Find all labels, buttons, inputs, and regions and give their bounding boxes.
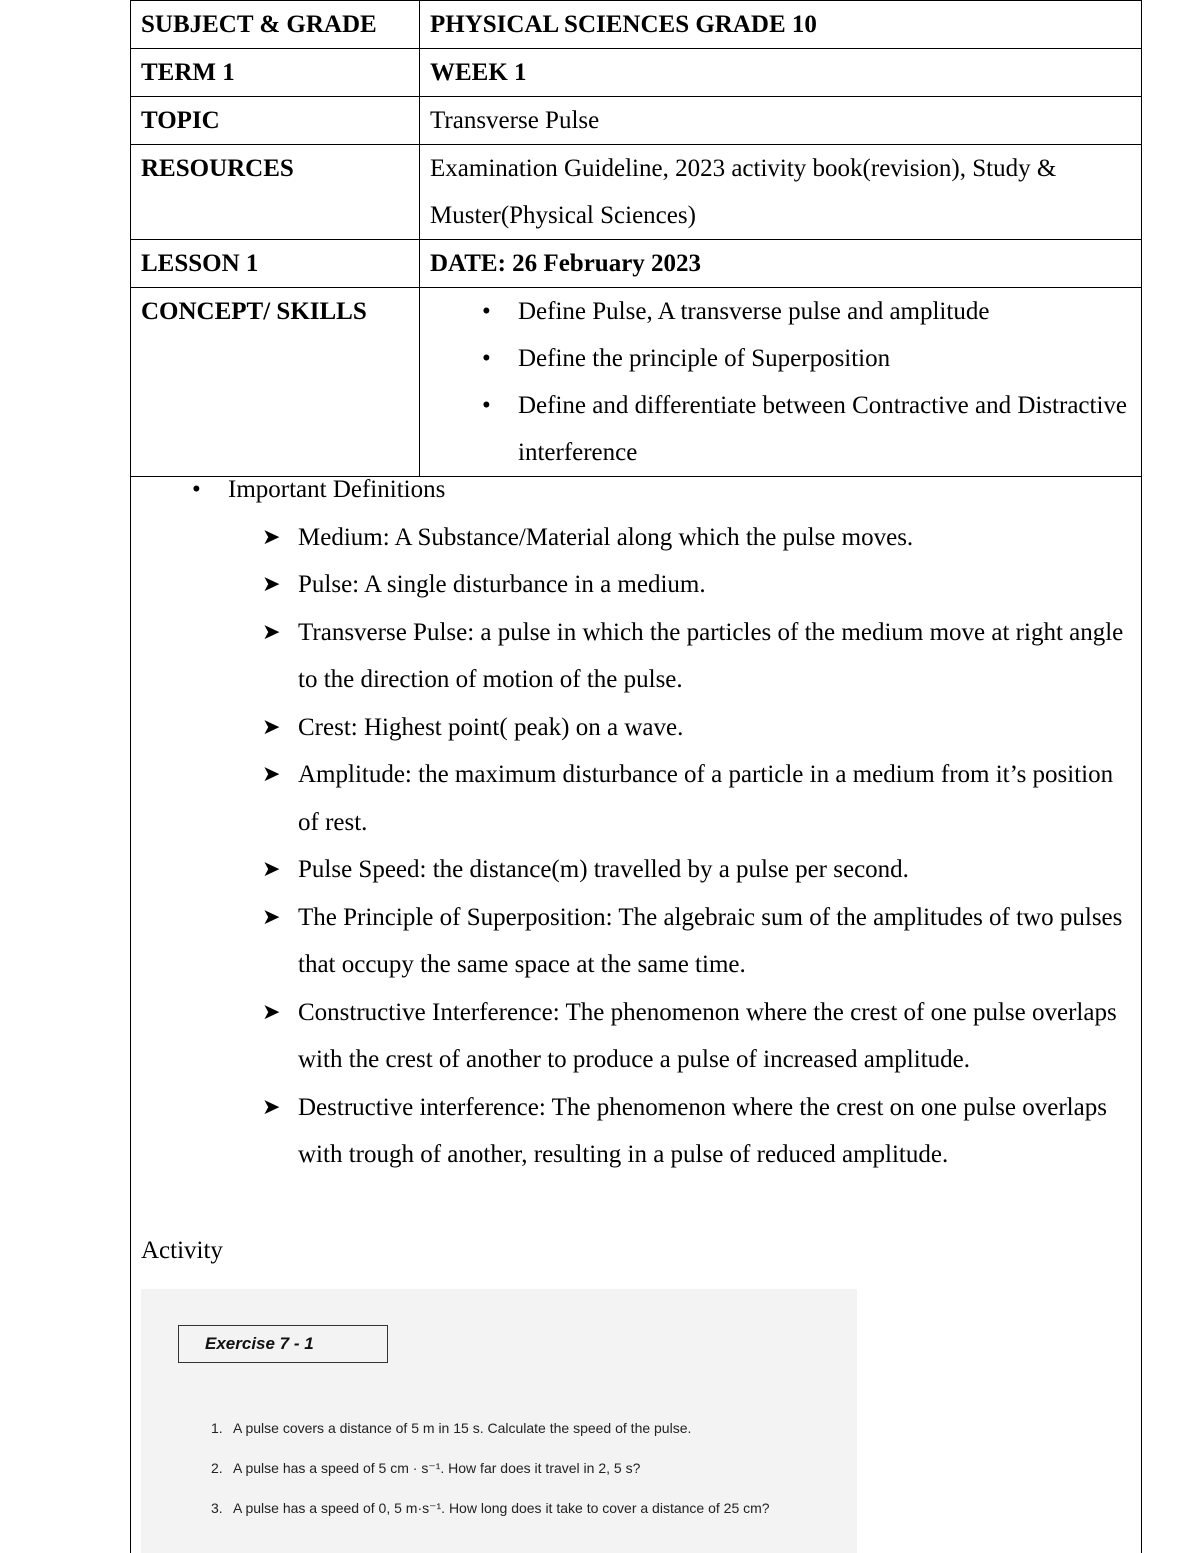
row-value: Transverse Pulse [420, 97, 1142, 145]
arrowhead-icon: ➤ [262, 714, 281, 740]
definition-text: Amplitude: the maximum disturbance of a particle in a medium from it’s position of rest. [298, 761, 1114, 836]
definition-text: Medium: A Substance/Material along which the pulse moves. [298, 523, 914, 551]
activity-label: Activity [141, 1237, 223, 1264]
table-row [131, 1, 1142, 49]
list-item [262, 1084, 1142, 1179]
definition-text: The Principle of Superposition: The algebraic sum of the amplitudes of two pulses that occupy the same space at the same time. [298, 903, 1123, 978]
question-number: 2. [211, 1460, 223, 1476]
definition-text: Crest: Highest point( peak) on a wave. [298, 713, 684, 741]
question-text: A pulse covers a distance of 5 m in 15 s. Calculate the speed of the pulse. [233, 1420, 692, 1436]
list-item: • Define and differentiate between Contractive and Distractive interference [518, 382, 1131, 476]
row-label: RESOURCES [131, 145, 420, 240]
row-label: CONCEPT/ SKILLS [131, 288, 420, 477]
list-item [262, 751, 1142, 846]
arrowhead-icon: ➤ [262, 762, 281, 787]
definitions-section [130, 466, 1142, 1179]
list-item [211, 1419, 833, 1437]
row-label: TOPIC [131, 97, 420, 145]
arrowhead-icon: ➤ [262, 619, 281, 645]
row-value: DATE: 26 February 2023 [420, 240, 1142, 288]
definition-text: Pulse Speed: the distance(m) travelled by a pulse per second. [298, 856, 909, 883]
list-item [211, 1459, 833, 1477]
row-label: LESSON 1 [131, 240, 420, 288]
list-item: • Define Pulse, A transverse pulse and amplitude [518, 288, 1131, 335]
definition-text: Transverse Pulse: a pulse in which the particles of the medium move at right angle to the direction of motion of the pulse. [298, 618, 1124, 693]
table-row [131, 145, 1142, 240]
question-list [211, 1419, 833, 1539]
arrowhead-icon: ➤ [262, 524, 281, 550]
table-row [131, 240, 1142, 288]
arrowhead-icon: ➤ [262, 999, 281, 1025]
lesson-info-table [130, 0, 1142, 477]
question-text: A pulse has a speed of 0, 5 m·s⁻¹. How long does it take to cover a distance of 25 cm? [233, 1500, 770, 1516]
skills-list [430, 288, 1131, 476]
question-number: 1. [211, 1420, 223, 1436]
table-row [131, 97, 1142, 145]
definition-text: Destructive interference: The phenomenon where the crest on one pulse overlaps with trough of another, resulting in a pulse of reduced amplitude. [298, 1093, 1107, 1168]
exercise-title: Exercise 7 - 1 [178, 1325, 388, 1363]
list-item [262, 609, 1142, 704]
list-item [262, 514, 1142, 562]
list-item [262, 894, 1142, 989]
table-row [131, 288, 1142, 477]
arrowhead-icon: ➤ [262, 857, 281, 882]
question-number: 3. [211, 1500, 223, 1516]
row-label: TERM 1 [131, 49, 420, 97]
definitions-heading: • Important Definitions [130, 466, 1142, 514]
definitions-list [130, 514, 1142, 1179]
list-item [262, 704, 1142, 752]
table-row [131, 49, 1142, 97]
list-item: • Define the principle of Superposition [518, 335, 1131, 382]
skills-cell [420, 288, 1142, 477]
row-label: SUBJECT & GRADE [131, 1, 420, 49]
list-item [211, 1499, 833, 1517]
row-value: WEEK 1 [420, 49, 1142, 97]
definition-text: Constructive Interference: The phenomenon where the crest of one pulse overlaps with the crest of another to produce a pulse of increased amplitude. [298, 998, 1117, 1073]
list-item [262, 846, 1142, 894]
row-value: PHYSICAL SCIENCES GRADE 10 [420, 1, 1142, 49]
exercise-scan-image [141, 1289, 857, 1553]
list-item [262, 561, 1142, 609]
list-item [262, 989, 1142, 1084]
arrowhead-icon: ➤ [262, 1094, 281, 1120]
row-value: Examination Guideline, 2023 activity book(revision), Study & Muster(Physical Sciences) [420, 145, 1142, 240]
question-text: A pulse has a speed of 5 cm · s⁻¹. How far does it travel in 2, 5 s? [233, 1460, 641, 1476]
arrowhead-icon: ➤ [262, 572, 281, 597]
definition-text: Pulse: A single disturbance in a medium. [298, 571, 706, 598]
arrowhead-icon: ➤ [262, 904, 281, 930]
